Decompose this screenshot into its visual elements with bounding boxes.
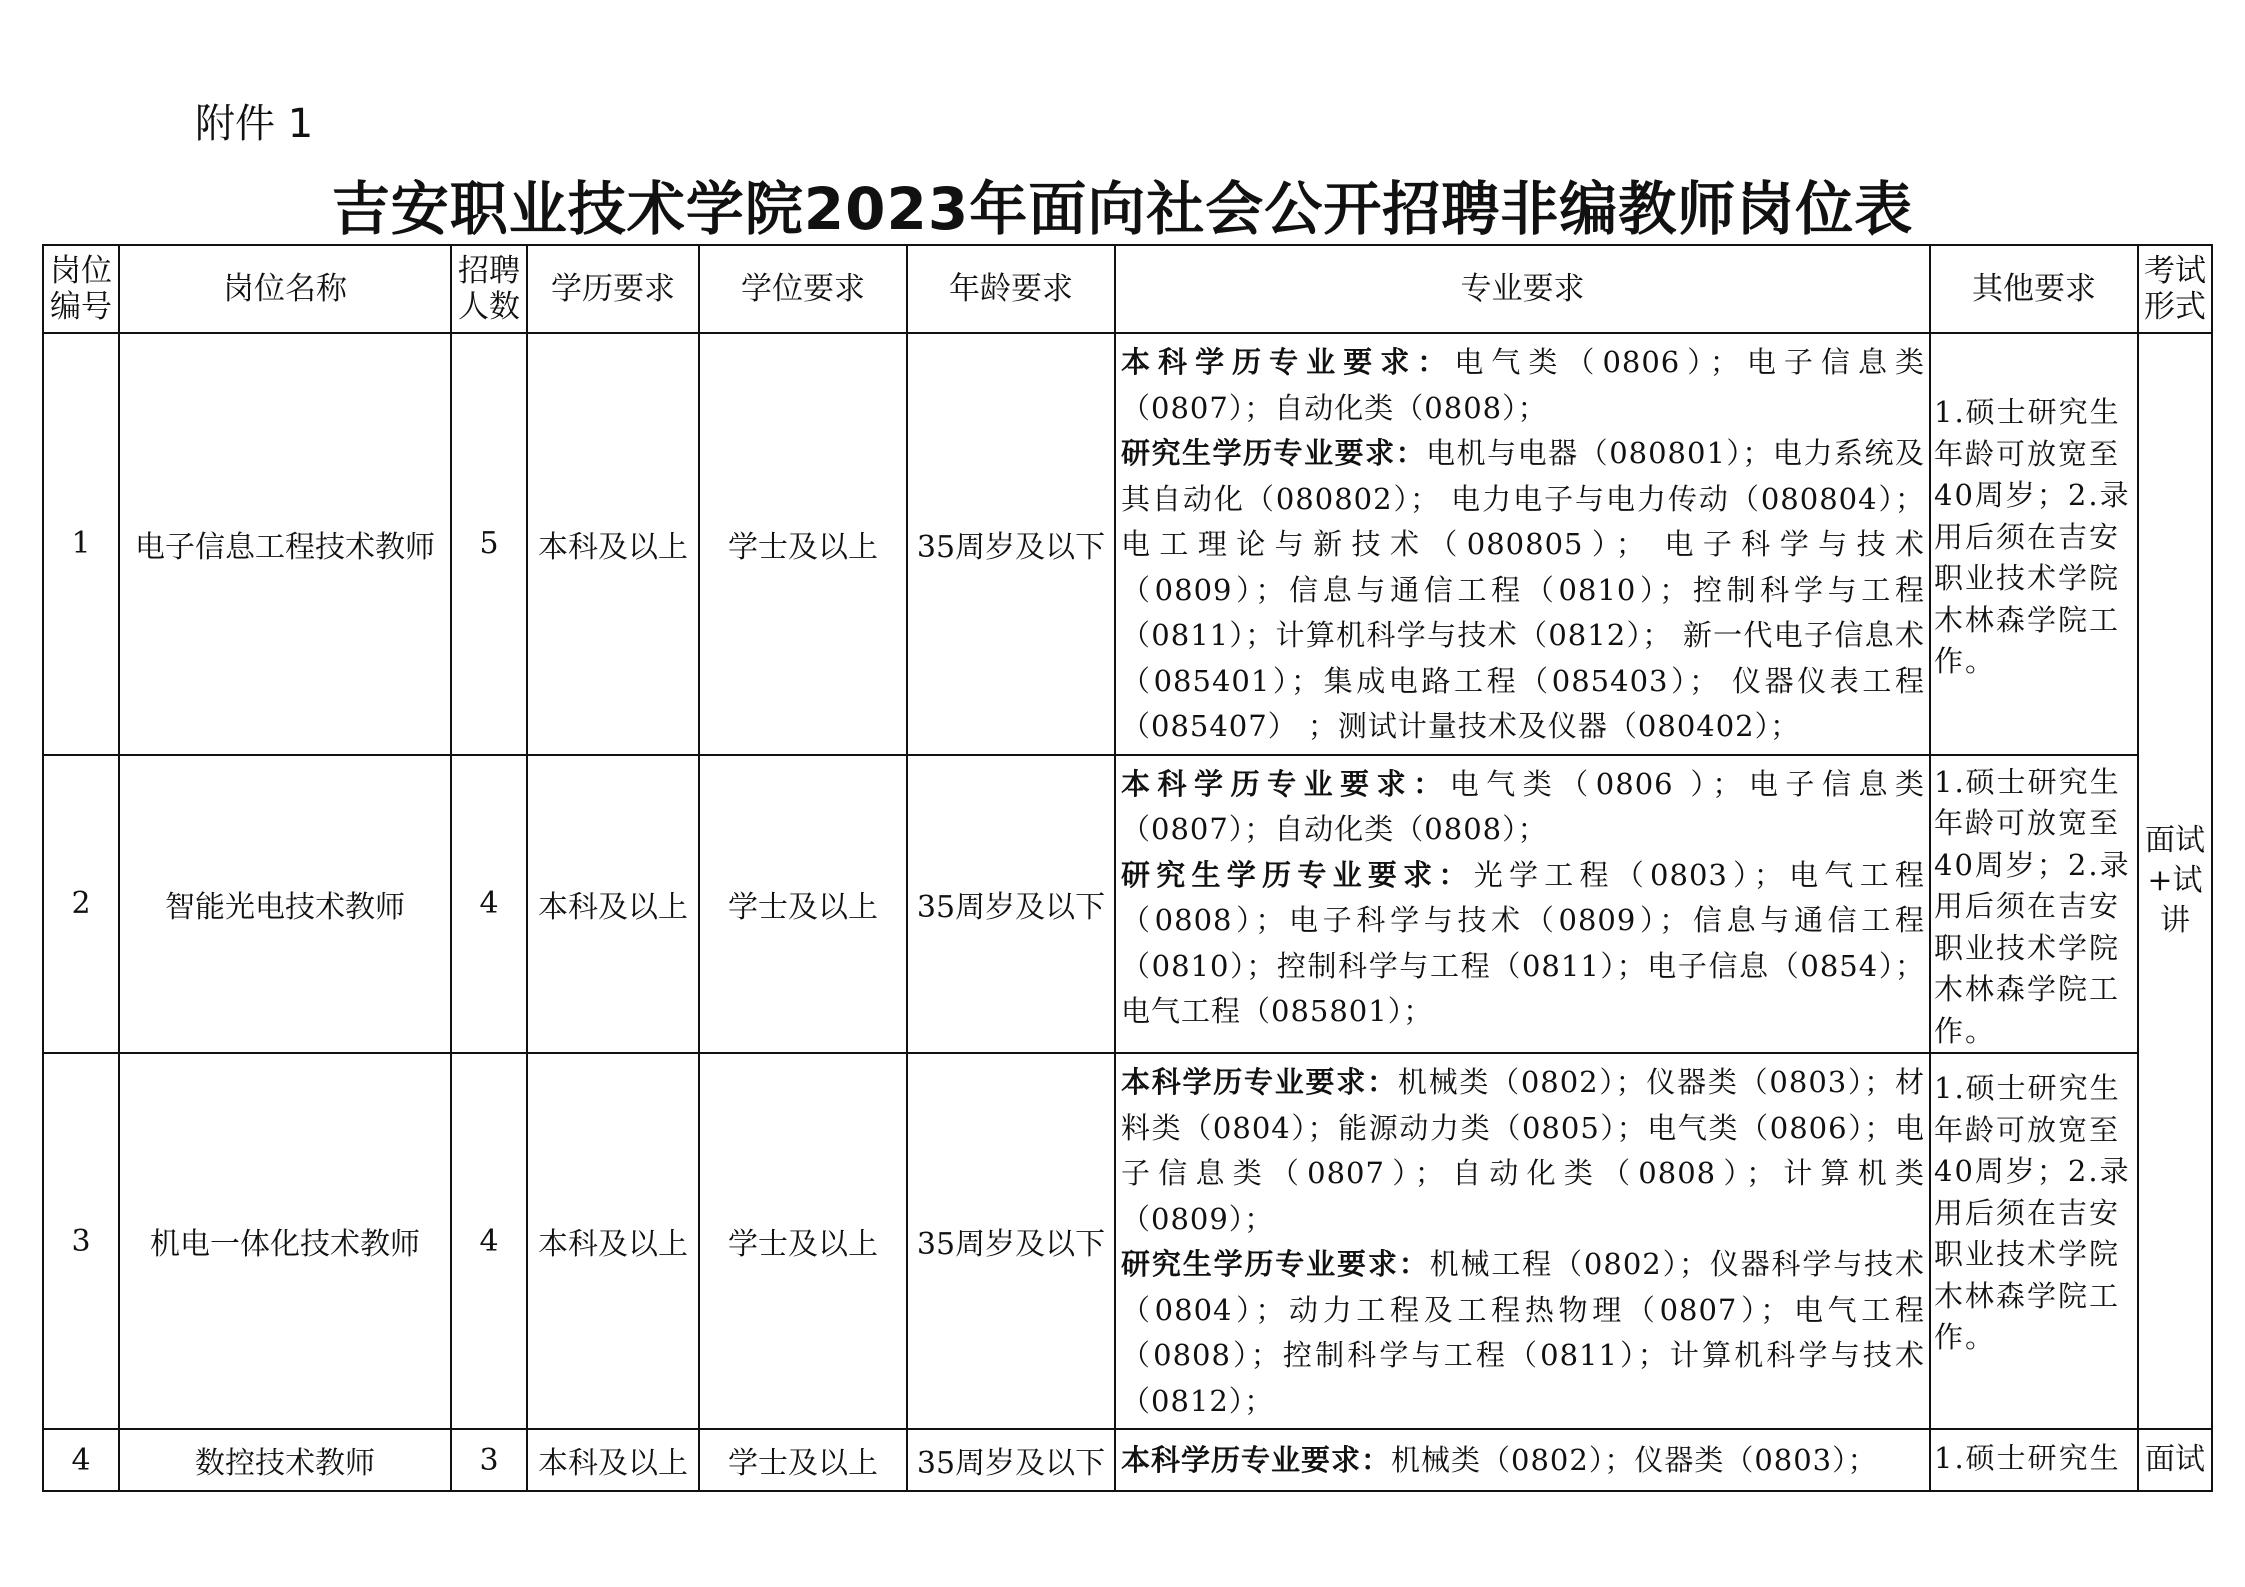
header-exam: 考试形式 xyxy=(2138,245,2212,333)
cell-id: 3 xyxy=(43,1053,119,1429)
cell-other: 1.硕士研究生年龄可放宽至40周岁；2.录用后须在吉安职业技术学院木林森学院工作。 xyxy=(1930,1053,2138,1429)
undergrad-label: 本科学历专业要求： xyxy=(1121,766,1450,801)
cell-id: 2 xyxy=(43,755,119,1054)
cell-major xyxy=(1115,755,1930,1054)
header-name: 岗位名称 xyxy=(119,245,451,333)
table-row xyxy=(43,1429,2212,1491)
positions-table xyxy=(42,244,2213,1492)
page-title: 吉安职业技术学院2023年面向社会公开招聘非编教师岗位表 xyxy=(331,175,1914,243)
cell-degree: 学士及以上 xyxy=(699,1053,907,1429)
cell-edu: 本科及以上 xyxy=(527,1053,699,1429)
header-degree: 学位要求 xyxy=(699,245,907,333)
cell-count: 4 xyxy=(451,1053,527,1429)
cell-name: 机电一体化技术教师 xyxy=(119,1053,451,1429)
header-age: 年龄要求 xyxy=(907,245,1115,333)
cell-age: 35周岁及以下 xyxy=(907,755,1115,1054)
attachment-label: 附件 1 xyxy=(195,101,314,147)
cell-other: 1.硕士研究生年龄可放宽至40周岁；2.录用后须在吉安职业技术学院木林森学院工作。 xyxy=(1930,755,2138,1054)
undergrad-requirement xyxy=(1121,1438,1925,1484)
cell-major xyxy=(1115,333,1930,755)
undergrad-text: 电气类（0806）；电子信息类（0807）；自动化类（0808）； xyxy=(1121,345,1925,425)
undergrad-label: 本科学历专业要求： xyxy=(1121,345,1455,379)
undergrad-requirement xyxy=(1121,1060,1925,1242)
table-row xyxy=(43,755,2212,1054)
header-count: 招聘人数 xyxy=(451,245,527,333)
header-id: 岗位编号 xyxy=(43,245,119,333)
postgrad-label: 研究生学历专业要求： xyxy=(1121,1247,1430,1281)
table-header xyxy=(43,245,2212,333)
cell-exam: 面试 xyxy=(2138,1429,2212,1491)
cell-exam-merged: 面试+试讲 xyxy=(2138,333,2212,1429)
table-row xyxy=(43,1053,2212,1429)
cell-count: 5 xyxy=(451,333,527,755)
header-other: 其他要求 xyxy=(1930,245,2138,333)
undergrad-label: 本科学历专业要求： xyxy=(1121,1443,1392,1477)
cell-edu: 本科及以上 xyxy=(527,333,699,755)
undergrad-requirement xyxy=(1121,762,1925,853)
postgrad-label: 研究生学历专业要求： xyxy=(1121,436,1427,470)
undergrad-text: 机械类（0802）；仪器类（0803）；材料类（0804）；能源动力类（0805）；电气类（0806）；电子信息类（0807）；自动化类（0808）；计算机类（0809）； xyxy=(1121,1065,1925,1236)
cell-age: 35周岁及以下 xyxy=(907,1429,1115,1491)
undergrad-label: 本科学历专业要求： xyxy=(1121,1065,1398,1099)
cell-age: 35周岁及以下 xyxy=(907,333,1115,755)
undergrad-text: 机械类（0802）；仪器类（0803）； xyxy=(1391,1443,1878,1477)
postgrad-requirement xyxy=(1121,431,1925,750)
header-major: 专业要求 xyxy=(1115,245,1930,333)
cell-other: 1.硕士研究生 xyxy=(1930,1429,2138,1491)
cell-name: 智能光电技术教师 xyxy=(119,755,451,1054)
cell-count: 4 xyxy=(451,755,527,1054)
postgrad-text: 光学工程（0803）；电气工程（0808）；电子科学与技术（0809）；信息与通信工程（0810）；控制科学与工程（0811）；电子信息（0854）；电气工程（085801）； xyxy=(1121,857,1925,1028)
cell-name: 数控技术教师 xyxy=(119,1429,451,1491)
cell-id: 1 xyxy=(43,333,119,755)
cell-degree: 学士及以上 xyxy=(699,333,907,755)
postgrad-text: 电机与电器（080801）；电力系统及其自动化（080802）； 电力电子与电力传动（080804）；电工理论与新技术（080805）； 电子科学与技术（0809）；信息与通信工程（0810）；控制科学与工程（0811）；计算机科学与技术（0812）； 新一代电子信息术（085401）；集成电路工程（085403）； 仪器仪表工程（085407） ；测试计量技术及仪器（080402）； xyxy=(1121,436,1925,743)
cell-edu: 本科及以上 xyxy=(527,1429,699,1491)
cell-other: 1.硕士研究生年龄可放宽至40周岁；2.录用后须在吉安职业技术学院木林森学院工作。 xyxy=(1930,333,2138,755)
cell-degree: 学士及以上 xyxy=(699,755,907,1054)
undergrad-text: 电气类（0806 ）；电子信息类（0807）；自动化类（0808）； xyxy=(1121,766,1925,846)
undergrad-requirement xyxy=(1121,340,1925,431)
cell-count: 3 xyxy=(451,1429,527,1491)
cell-age: 35周岁及以下 xyxy=(907,1053,1115,1429)
cell-degree: 学士及以上 xyxy=(699,1429,907,1491)
table-row xyxy=(43,333,2212,755)
postgrad-requirement xyxy=(1121,853,1925,1035)
cell-major xyxy=(1115,1053,1930,1429)
header-edu: 学历要求 xyxy=(527,245,699,333)
cell-major xyxy=(1115,1429,1930,1491)
postgrad-text: 机械工程（0802）；仪器科学与技术（0804）；动力工程及工程热物理（0807）；电气工程（0808）；控制科学与工程（0811）；计算机科学与技术（0812）； xyxy=(1121,1247,1925,1418)
postgrad-label: 研究生学历专业要求： xyxy=(1121,857,1474,892)
postgrad-requirement xyxy=(1121,1242,1925,1424)
cell-edu: 本科及以上 xyxy=(527,755,699,1054)
cell-id: 4 xyxy=(43,1429,119,1491)
cell-name: 电子信息工程技术教师 xyxy=(119,333,451,755)
